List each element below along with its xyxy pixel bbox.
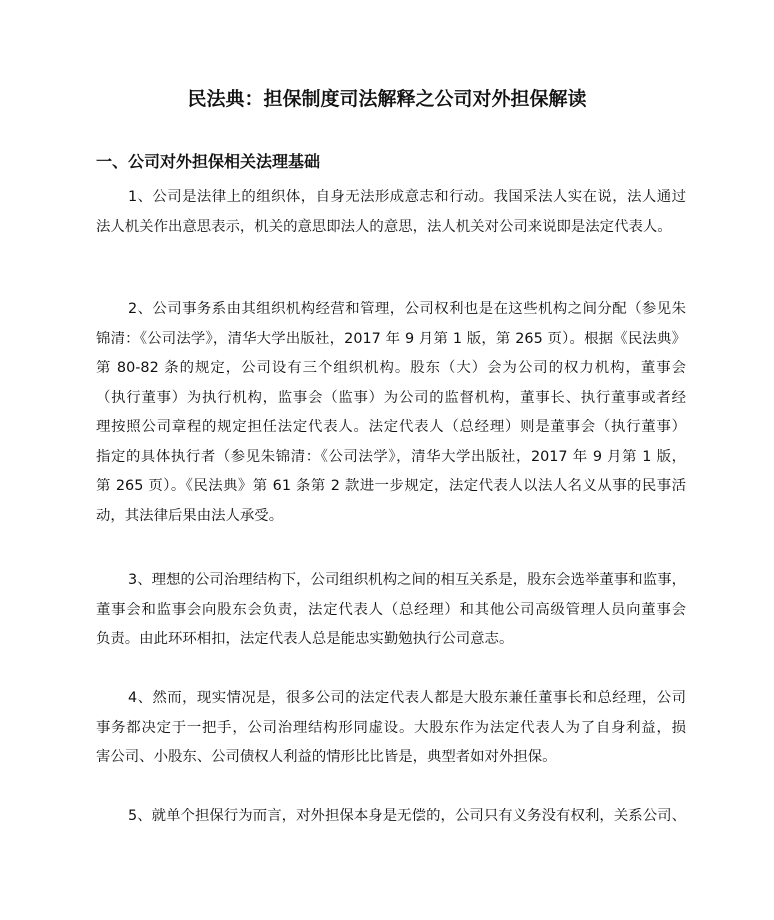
section-heading: 一、公司对外担保相关法理基础 — [96, 152, 321, 171]
paragraph-5 — [96, 802, 686, 832]
paragraph-line: 事务都决定于一把手，公司治理结构形同虚设。大股东作为法定代表人为了自身利益，损 — [96, 719, 686, 736]
paragraph-line: 第 80-82 条的规定，公司设有三个组织机构。股东（大）会为公司的权力机构，董事会 — [96, 360, 686, 376]
paragraph-line: 2、公司事务系由其组织机构经营和管理，公司权利也是在这些机构之间分配（参见朱 — [128, 301, 686, 317]
document-title: 民法典：担保制度司法解释之公司对外担保解读 — [187, 88, 587, 110]
paragraph-2 — [96, 295, 686, 531]
paragraph-line: 锦清：《公司法学》，清华大学出版社，2017 年 9 月第 1 版，第 265 页）。根据《民法典》 — [96, 330, 686, 347]
paragraph-line: 害公司、小股东、公司债权人利益的情形比比皆是，典型者如对外担保。 — [96, 749, 557, 765]
paragraph-3 — [96, 566, 686, 655]
paragraph-line: 动，其法律后果由法人承受。 — [96, 507, 284, 524]
paragraph-line: 3、理想的公司治理结构下，公司组织机构之间的相互关系是，股东会选举董事和监事， — [128, 572, 686, 588]
paragraph-line: 负责。由此环环相扣，法定代表人总是能忠实勤勉执行公司意志。 — [96, 631, 514, 647]
paragraph-line: 4、然而，现实情况是，很多公司的法定代表人都是大股东兼任董事长和总经理，公司 — [128, 690, 686, 706]
paragraph-line: 5、就单个担保行为而言，对外担保本身是无偿的，公司只有义务没有权利，关系公司、 — [128, 808, 686, 824]
paragraph-line: 理按照公司章程的规定担任法定代表人。法定代表人（总经理）则是董事会（执行董事） — [96, 419, 686, 435]
paragraph-line: 1、公司是法律上的组织体，自身无法形成意志和行动。我国采法人实在说，法人通过 — [128, 189, 686, 205]
paragraph-line: 董事会和监事会向股东会负责，法定代表人（总经理）和其他公司高级管理人员向董事会 — [96, 601, 686, 618]
paragraph-line: （执行董事）为执行机构，监事会（监事）为公司的监督机构，董事长、执行董事或者经 — [96, 389, 686, 406]
paragraph-line: 第 265 页）。《民法典》第 61 条第 2 款进一步规定，法定代表人以法人名义从事的民事活 — [96, 478, 686, 494]
paragraph-line: 法人机关作出意思表示，机关的意思即法人的意思，法人机关对公司来说即是法定代表人。 — [96, 218, 672, 235]
paragraph-line: 指定的具体执行者（参见朱锦清：《公司法学》，清华大学出版社，2017 年 9 月第 1 版， — [96, 448, 686, 465]
paragraph-1 — [96, 183, 686, 242]
paragraph-4 — [96, 684, 686, 773]
